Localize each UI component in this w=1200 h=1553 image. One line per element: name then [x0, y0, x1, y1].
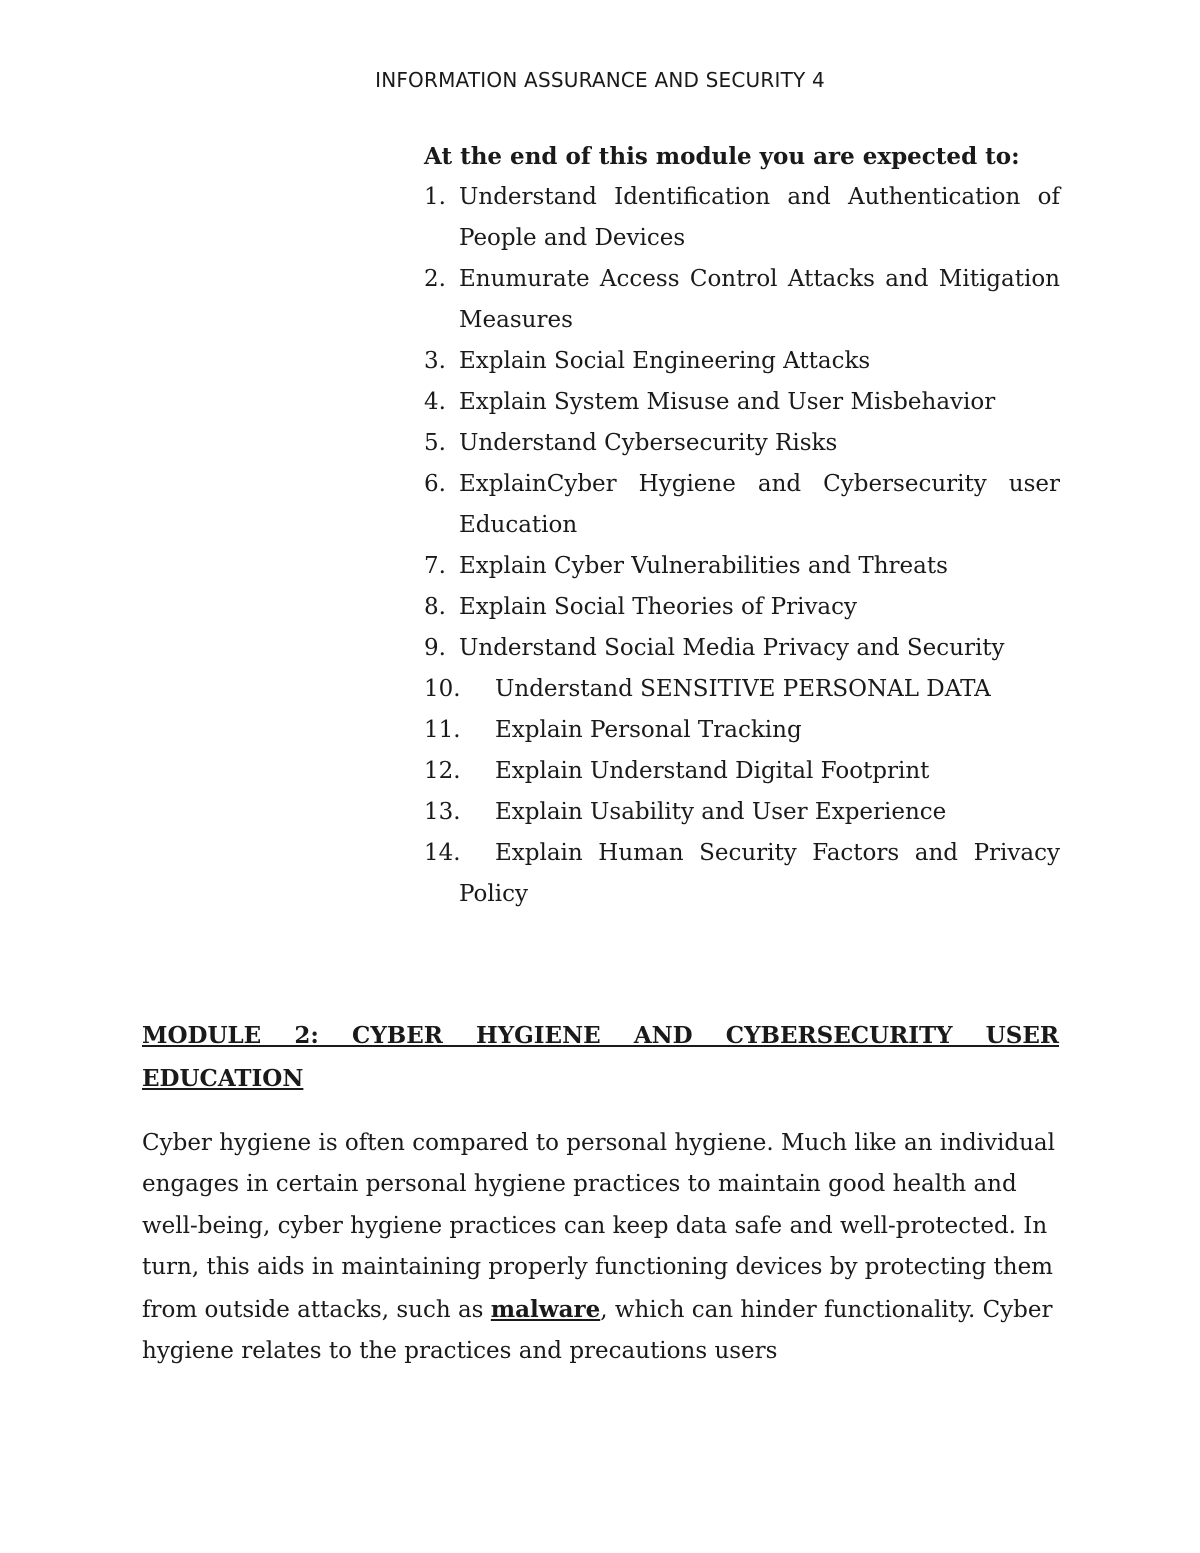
item-number: 14.: [424, 840, 461, 866]
list-item: [424, 259, 1060, 341]
list-item: [424, 628, 1060, 669]
item-text: Enumurate Access Control Attacks and Mitigation Measures: [459, 266, 1060, 333]
page-header: INFORMATION ASSURANCE AND SECURITY 4: [375, 68, 825, 92]
item-number: 4.: [424, 389, 446, 415]
item-number: 6.: [424, 471, 446, 497]
list-item: [424, 587, 1060, 628]
item-text: Explain Social Theories of Privacy: [459, 594, 858, 620]
list-item: [424, 669, 1060, 710]
list-item: [424, 177, 1060, 259]
item-number: 11.: [424, 717, 461, 743]
list-item: [424, 423, 1060, 464]
item-text: Explain Human Security Factors and Privacy Policy: [459, 840, 1060, 907]
body-paragraph: [142, 1123, 1059, 1372]
item-number: 13.: [424, 799, 461, 825]
item-number: 9.: [424, 635, 446, 661]
list-item: [424, 382, 1060, 423]
item-number: 8.: [424, 594, 446, 620]
item-text: Explain Understand Digital Footprint: [495, 758, 930, 784]
list-item: [424, 792, 1060, 833]
paragraph-text: Cyber hygiene is often compared to personal hygiene. Much like an individual engages in certain personal hygiene practices to maintain good health and well-being, cyber hygiene practices can keep data safe and well-protected. In turn, this aids in maintaining properly functioning devices by protecting them from outside attacks, such as: [142, 1130, 1055, 1323]
module-title: MODULE 2: CYBER HYGIENE AND CYBERSECURITY USER EDUCATION: [142, 1022, 1059, 1092]
list-item: [424, 710, 1060, 751]
list-item: [424, 464, 1060, 546]
item-text: Understand SENSITIVE PERSONAL DATA: [495, 676, 991, 702]
item-text: Understand Social Media Privacy and Security: [459, 635, 1005, 661]
item-number: 10.: [424, 676, 461, 702]
item-number: 7.: [424, 553, 446, 579]
item-number: 5.: [424, 430, 446, 456]
list-item: [424, 546, 1060, 587]
malware-link[interactable]: malware: [490, 1295, 601, 1323]
item-text: Explain Social Engineering Attacks: [459, 348, 871, 374]
item-text: Understand Cybersecurity Risks: [459, 430, 838, 456]
learning-objectives: [424, 136, 1060, 915]
list-item: [424, 833, 1060, 915]
item-number: 12.: [424, 758, 461, 784]
list-item: [424, 341, 1060, 382]
item-text: ExplainCyber Hygiene and Cybersecurity user Education: [459, 471, 1060, 538]
item-number: 3.: [424, 348, 446, 374]
item-text: Explain Cyber Vulnerabilities and Threats: [459, 553, 948, 579]
item-text: Explain Personal Tracking: [495, 717, 802, 743]
list-item: [424, 751, 1060, 792]
item-number: 2.: [424, 266, 446, 292]
objectives-list: [424, 177, 1060, 915]
item-text: Explain System Misuse and User Misbehavior: [459, 389, 996, 415]
objectives-intro: At the end of this module you are expected to:: [424, 143, 1020, 170]
item-text: Understand Identification and Authentication of People and Devices: [459, 184, 1060, 251]
item-number: 1.: [424, 184, 446, 210]
paragraph-text-continued: , which can hinder functionality. Cyber hygiene relates to the practices and precautions users: [142, 1296, 1053, 1365]
item-text: Explain Usability and User Experience: [495, 799, 947, 825]
